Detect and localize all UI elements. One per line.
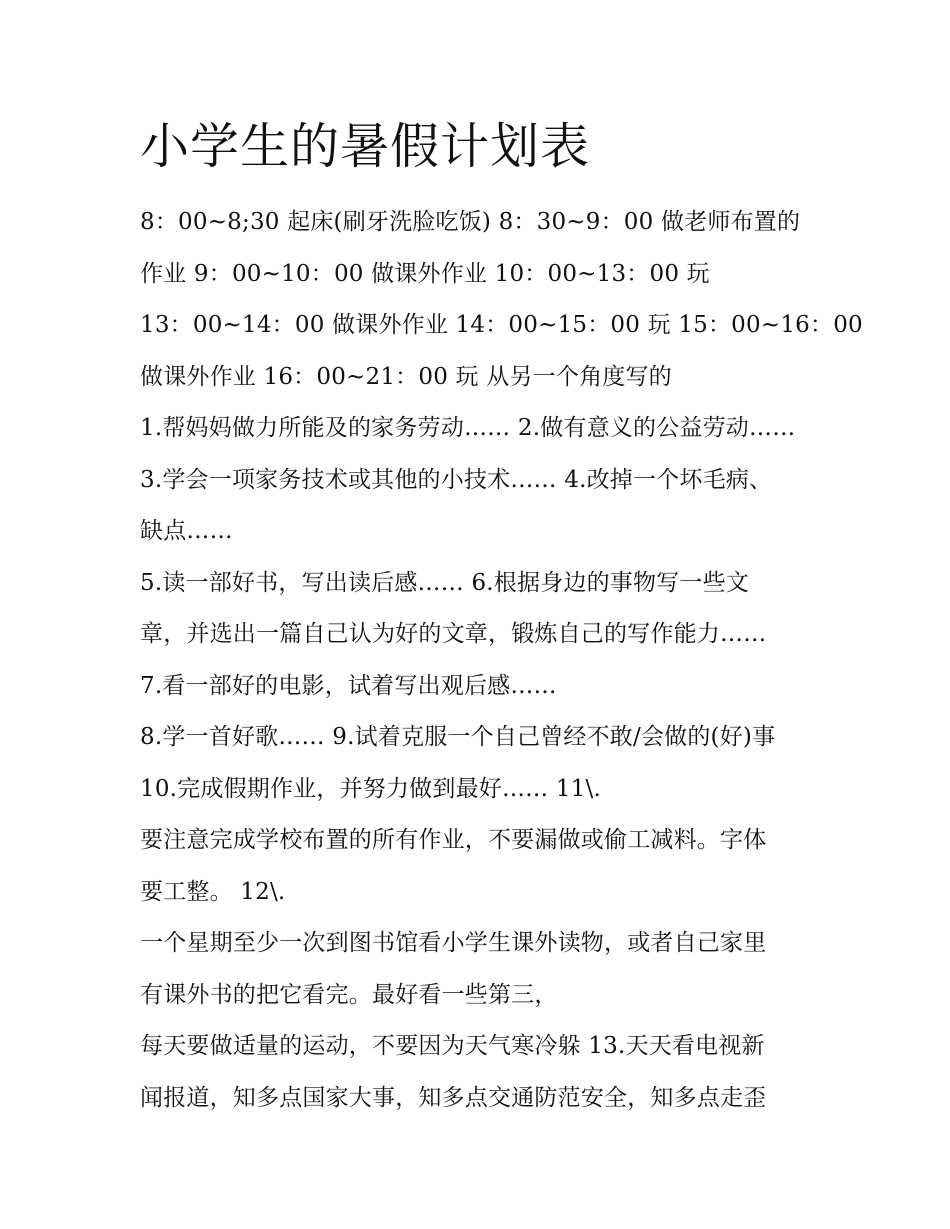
text-line: 有课外书的把它看完。最好看一些第三，	[140, 981, 558, 1008]
text-line: 要工整。 12\.	[140, 878, 286, 905]
text-line: 一个星期至少一次到图书馆看小学生课外读物，或者自己家里	[140, 930, 767, 956]
text-line: 要注意完成学校布置的所有作业，不要漏做或偷工减料。字体	[140, 827, 767, 853]
text-line: 3.学会一项家务技术或其他的小技术…… 4.改掉一个坏毛病、	[140, 466, 773, 493]
text-line: 每天要做适量的运动，不要因为天气寒冷躲 13.天天看电视新	[140, 1033, 765, 1059]
document-body	[140, 197, 863, 1124]
text-line: 1.帮妈妈做力所能及的家务劳动…… 2.做有意义的公益劳动……	[140, 415, 796, 441]
text-line: 闻报道，知多点国家大事，知多点交通防范安全，知多点走歪	[140, 1084, 767, 1111]
page-title: 小学生的暑假计划表	[140, 118, 591, 175]
text-line: 缺点……	[140, 518, 233, 544]
text-line: 作业 9：00~10：00 做课外作业 10：00~13：00 玩	[140, 260, 710, 287]
text-line: 8：00~8;30 起床(刷牙洗脸吃饭) 8：30~9：00 做老师布置的	[140, 209, 801, 235]
text-line: 10.完成假期作业，并努力做到最好…… 11\.	[140, 775, 602, 802]
text-line: 章，并选出一篇自己认为好的文章，锻炼自己的写作能力……	[140, 621, 767, 647]
text-line: 7.看一部好的电影，试着写出观后感……	[140, 672, 557, 699]
text-line: 5.读一部好书，写出读后感…… 6.根据身边的事物写一些文	[140, 569, 749, 596]
text-line: 13：00~14：00 做课外作业 14：00~15：00 玩 15：00~16：00	[140, 312, 863, 338]
text-line: 8.学一首好歌…… 9.试着克服一个自己曾经不敢/会做的(好)事	[140, 724, 776, 750]
text-line: 做课外作业 16：00~21：00 玩 从另一个角度写的	[140, 363, 672, 390]
